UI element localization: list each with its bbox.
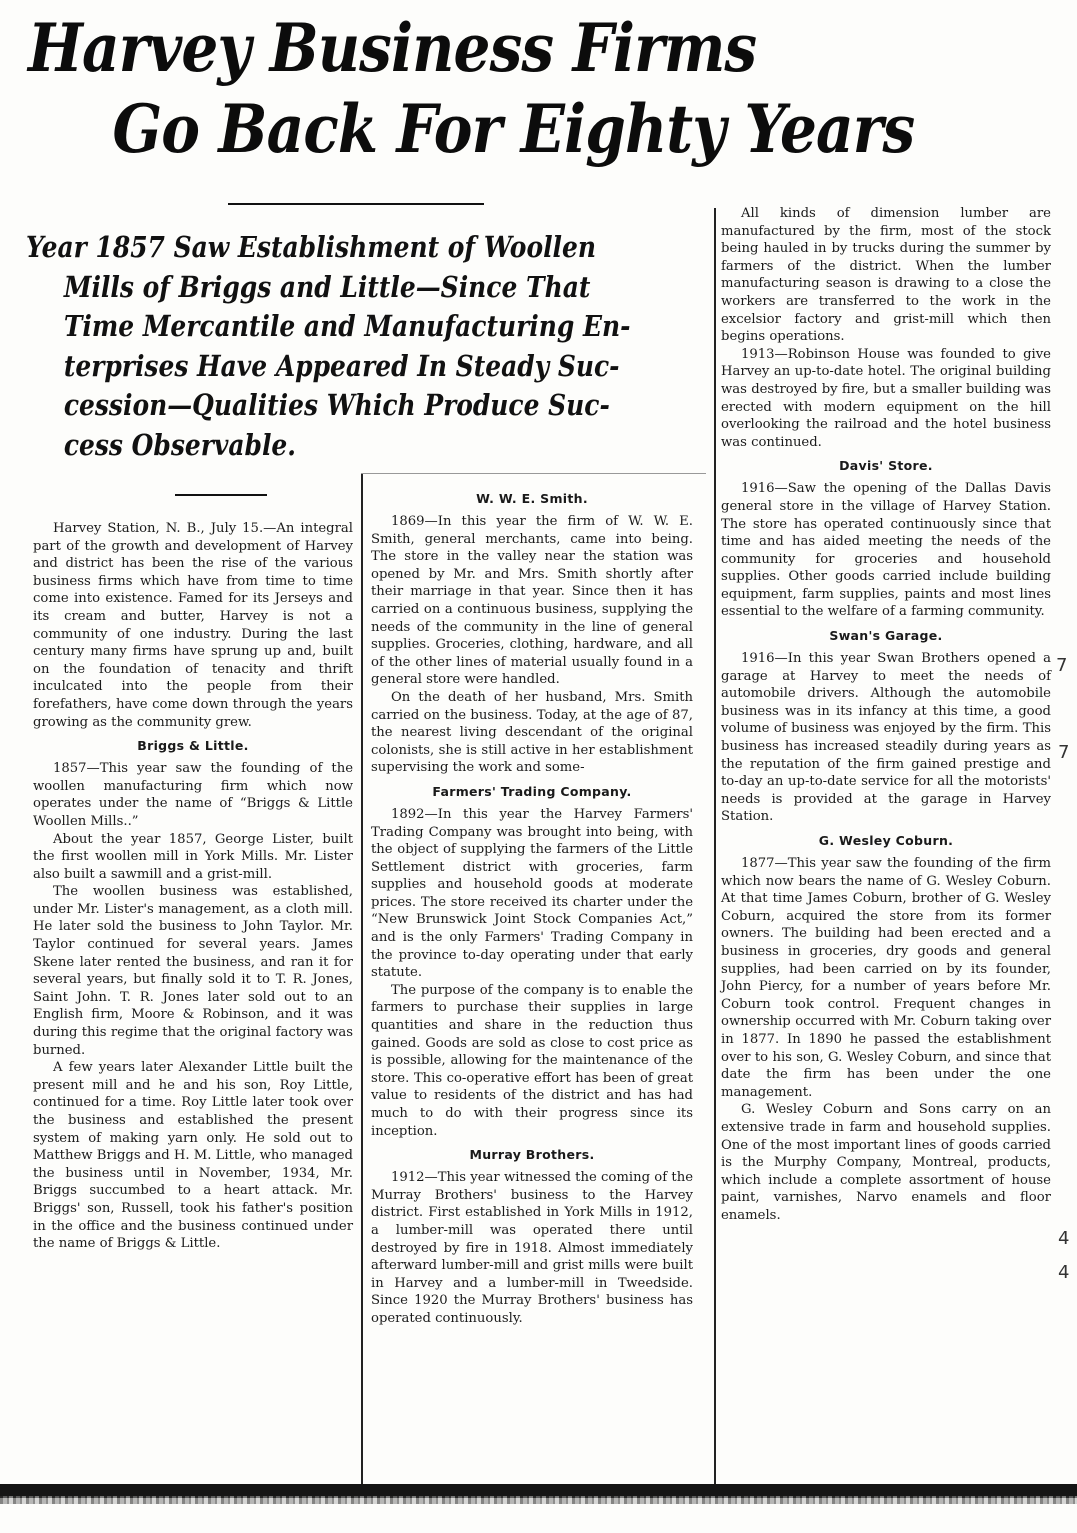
- deck-line: cess Observable.: [63, 427, 296, 462]
- column-rule: [714, 208, 716, 1484]
- paragraph: 1912—This year witnessed the coming of the Murray Brothers' business to the Harvey district. First established in York Mills in 1912, a lumber-mill was operated there until destroyed by fire in 1918. Almost immediately afterward lumber-mill and grist mills were built in Harvey and a lumber-mill in Tweedside. Since 1920 the Murray Brothers' business has operated continuously.: [371, 1170, 693, 1326]
- paragraph: 1892—In this year the Harvey Farmers' Trading Company was brought into being, with the object of supplying the farmers of the Little Settlement district with groceries, farm supplies and household goods at moderate prices. The store received its charter under the “New Brunswick Joint Stock Companies Act,” and is the only Farmers' Trading Company in the province to-day operating under that early statute.: [371, 806, 693, 981]
- margin-mark: 4: [1058, 1228, 1070, 1249]
- paragraph: 1877—This year saw the founding of the firm which now bears the name of G. Wesley Coburn. At that time James Coburn, brother of G. Wesley Coburn, acquired the store from its former owners. The building had been erected and a business in groceries, dry goods and general supplies, had been carried on by its founder, John Piercy, for a number of years before Mr. Coburn took control. Frequent changes in ownership occurred with Mr. Coburn taking over in 1877. In 1890 he passed the establishment over to his son, G. Wesley Coburn, and since that date the firm has been under the one management.: [721, 856, 1051, 1100]
- article-column-2: [371, 484, 693, 1328]
- paragraph: 1869—In this year the firm of W. W. E. Smith, general merchants, came into being. The store in the valley near the station was opened by Mr. and Mrs. Smith shortly after their marriage in that year. Since then it has carried on a continuous business, supplying the needs of the community in the line of general supplies. Groceries, clothing, hardware, and all of the other lines of material usually found in a general store were handled.: [371, 514, 693, 688]
- subheadline-deck: [26, 228, 706, 465]
- paragraph: On the death of her husband, Mrs. Smith carried on the business. Today, at the age of 87, the nearest living descendant of the original colonists, she is still active in her establishment supervising the work and some-: [371, 689, 693, 776]
- deck-divider: [175, 494, 267, 496]
- torn-edge-texture: [0, 1496, 1077, 1504]
- deck-line: Mills of Briggs and Little—Since That: [63, 269, 591, 304]
- article-column-1: [33, 520, 353, 1253]
- headline-line-2: Go Back For Eighty Years: [112, 90, 915, 168]
- margin-mark: 7: [1058, 742, 1070, 763]
- paragraph: A few years later Alexander Little built the present mill and he and his son, Roy Little, continued for a time. Roy Little later took over the business and established the present system of making yarn only. He sold out to Matthew Briggs and H. M. Little, who managed the business until in November, 1934, Mr. Briggs succumbed to a heart attack. Mr. Briggs' son, Russell, took his father's position in the office and the business continued under the name of Briggs & Little.: [33, 1060, 353, 1252]
- article-column-3: [721, 205, 1051, 1224]
- paragraph: 1913—Robinson House was founded to give Harvey an up-to-date hotel. The original building was destroyed by fire, but a smaller building was erected with modern equipment on the hill overlooking the railroad and the hotel business was continued.: [721, 346, 1051, 450]
- section-heading: G. Wesley Coburn.: [818, 833, 954, 848]
- paragraph: 1916—In this year Swan Brothers opened a garage at Harvey to meet the needs of automobile drivers. Although the automobile business was in its infancy at this time, a good volume of business was enjoyed by the firm. This business has increased steadily during years as the reputation of the firm gained prestige and to-day an up-to-date service for all the motorists' needs is provided at the garage in Harvey Station.: [721, 651, 1051, 825]
- paragraph: All kinds of dimension lumber are manufactured by the firm, most of the stock being hauled in by trucks during the summer by farmers of the district. When the lumber manufacturing season is drawing to a close the workers are transferred to the work in the excelsior factory and grist-mill which then begins operations.: [721, 206, 1051, 345]
- section-heading: Swan's Garage.: [829, 628, 943, 644]
- section-heading: W. W. E. Smith.: [476, 491, 588, 506]
- headline-line-1: Harvey Business Firms: [28, 9, 757, 87]
- section-heading: Briggs & Little.: [137, 738, 249, 754]
- headline-divider: [228, 203, 484, 205]
- paragraph: About the year 1857, George Lister, built the first woollen mill in York Mills. Mr. Lister also built a sawmill and a grist-mill.: [33, 831, 353, 882]
- section-heading: Davis' Store.: [839, 458, 933, 474]
- paragraph: Harvey Station, N. B., July 15.—An integral part of the growth and development of Harvey and district has been the rise of the various business firms which have from time to time come into existence. Famed for its Jerseys and its cream and butter, Harvey is not a community of one industry. During the last century many firms have sprung up and, built on the foundation of tenacity and thrift inculcated into the people from their forefathers, have come down through the years growing as the community grew.: [33, 521, 353, 730]
- column-rule-top: [361, 473, 706, 474]
- paragraph: 1916—Saw the opening of the Dallas Davis general store in the village of Harvey Station. The store has operated continuously since that time and has aided meeting the needs of the community for groceries and household supplies. Other goods carried include building equipment, farm supplies, paints and most lines essential to the welfare of a farming community.: [721, 481, 1051, 620]
- section-heading: Murray Brothers.: [469, 1147, 595, 1163]
- paragraph: The woollen business was established, under Mr. Lister's management, as a cloth mill. He later sold the business to John Taylor. Mr. Taylor continued for several years. James Skene later rented the business, and ran it for several years, but finally sold it to T. R. Jones, Saint John. T. R. Jones later sold out to an English firm, Moore & Robinson, and it was during this regime that the original factory was burned.: [33, 884, 353, 1058]
- section-heading: Farmers' Trading Company.: [432, 783, 632, 799]
- deck-line: terprises Have Appeared In Steady Suc-: [63, 348, 620, 383]
- column-rule: [361, 474, 363, 1484]
- paragraph: 1857—This year saw the founding of the woollen manufacturing firm which now operates under the name of “Briggs & Little Woollen Mills..”: [33, 761, 353, 829]
- margin-mark: 4: [1058, 1262, 1070, 1283]
- paragraph: The purpose of the company is to enable the farmers to purchase their supplies in large quantities and share in the reduction thus gained. Goods are sold as close to cost price as is possible, allowing for the maintenance of the store. This co-operative effort has been of great value to residents of the district and has had much to do with their progress since its inception.: [371, 982, 693, 1139]
- deck-line: Time Mercantile and Manufacturing En-: [63, 309, 631, 343]
- deck-line: cession—Qualities Which Produce Suc-: [63, 388, 610, 422]
- deck-line: Year 1857 Saw Establishment of Woollen: [26, 230, 597, 264]
- margin-mark: 7: [1056, 655, 1068, 676]
- paragraph: G. Wesley Coburn and Sons carry on an extensive trade in farm and household supplies. One of the most important lines of goods carried is the Murphy Company, Montreal, products, which include a complete assortment of house paint, varnishes, Narvo enamels and floor enamels.: [721, 1102, 1051, 1223]
- headline: [28, 8, 1068, 170]
